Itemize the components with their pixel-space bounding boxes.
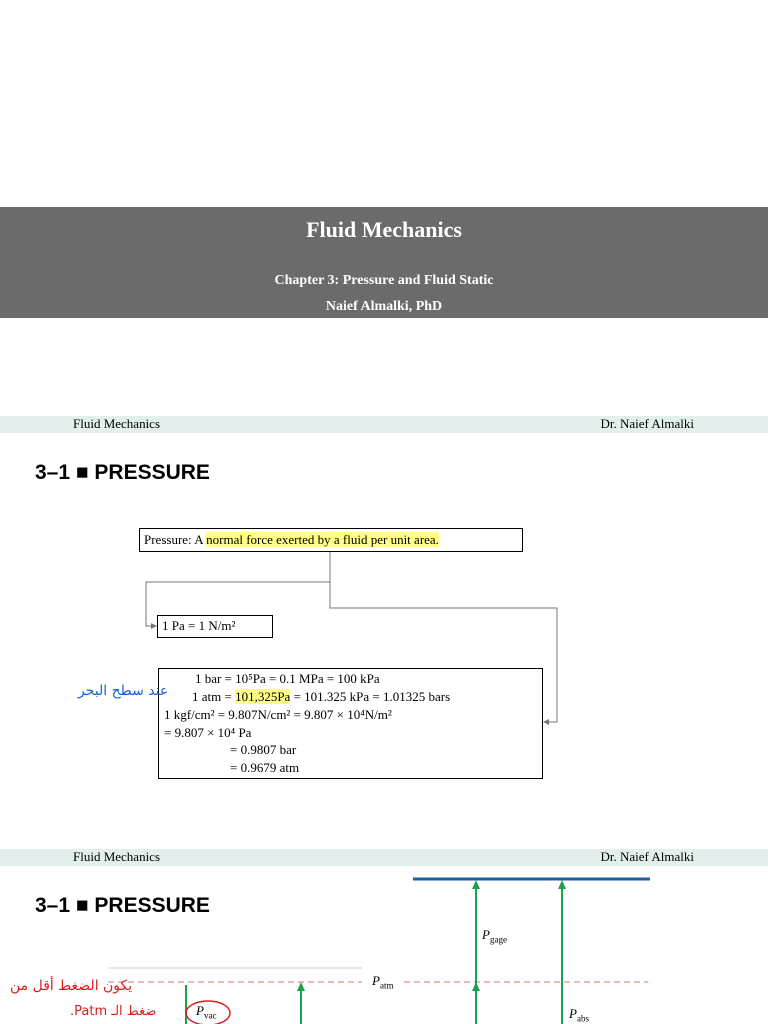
vac-arrow-head [297, 982, 305, 991]
handwritten-note-sea-level: عند سطح البحر [78, 683, 169, 699]
gage-arrow-head [472, 880, 480, 889]
slide1-heading: 3–1 ■ PRESSURE [35, 461, 210, 484]
handwritten-note-vacuum-2: ضغط الـ Patm. [70, 1004, 157, 1019]
pascal-definition-box: 1 Pa = 1 N/m² [157, 615, 273, 638]
header-course: Fluid Mechanics [73, 416, 161, 431]
kgf-pa-value: = 9.807 × 10⁴ Pa [164, 725, 252, 740]
bar-conversion: 1 bar = 10⁵Pa = 0.1 MPa = 100 kPa [195, 671, 380, 686]
atm-prefix: 1 atm = [192, 689, 236, 704]
definition-highlight: normal force exerted by a fluid per unit area. [206, 532, 439, 547]
chapter-title: Chapter 3: Pressure and Fluid Static [274, 273, 494, 288]
handwritten-note-vacuum-1: يكون الضغط أقل من [10, 978, 133, 994]
header-author: Dr. Naief Almalki [600, 849, 694, 864]
atm-highlight: 101,325Pa [235, 689, 291, 704]
p-gage-label: $P_{gage}$ [482, 927, 507, 945]
gage-lower-arrow-head [472, 982, 480, 991]
p-atm-label: $P_{atm}$ [372, 973, 394, 991]
course-title: Fluid Mechanics [306, 217, 462, 242]
atm-suffix: = 101.325 kPa = 1.01325 bars [290, 689, 451, 704]
kgf-bar-value: = 0.9807 bar [230, 742, 297, 757]
header-course: Fluid Mechanics [73, 849, 161, 864]
p-abs-label: $P_{abs}$ [569, 1006, 589, 1024]
header-author: Dr. Naief Almalki [600, 416, 694, 431]
p-vac-label: $P_{vac}$ [196, 1003, 217, 1021]
kgf-atm-value: = 0.9679 atm [230, 760, 300, 775]
abs-arrow-head [558, 880, 566, 889]
slide2-heading: 3–1 ■ PRESSURE [35, 894, 210, 917]
definition-prefix: Pressure: A [144, 532, 207, 547]
kgf-conversion: 1 kgf/cm² = 9.807N/cm² = 9.807 × 10⁴N/m² [164, 707, 392, 722]
author-name: Naief Almalki, PhD [325, 299, 443, 314]
